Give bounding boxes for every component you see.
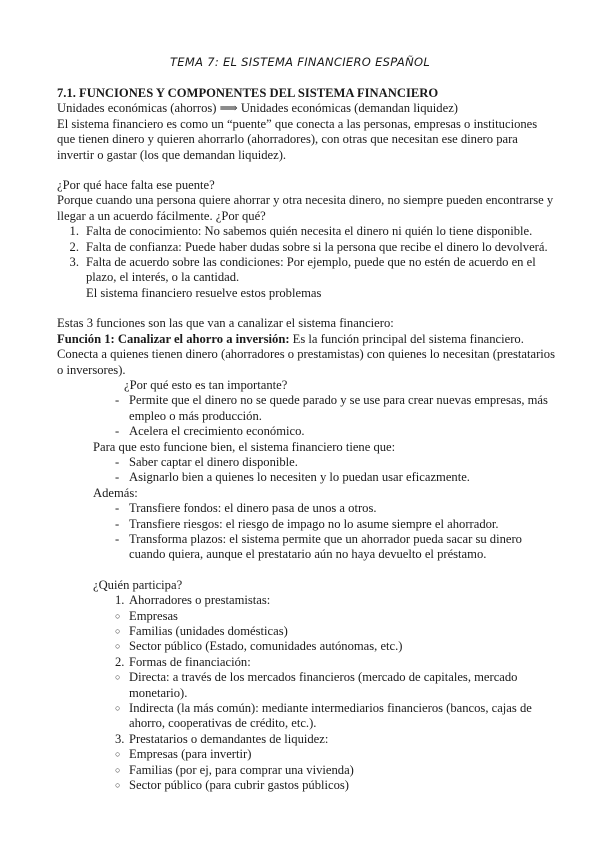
- why-question: ¿Por qué hace falta ese puente?: [57, 178, 215, 193]
- list-item: ○ Familias (unidades domésticas): [115, 624, 288, 638]
- section-heading: 7.1. FUNCIONES Y COMPONENTES DEL SISTEMA FINANCIERO: [57, 86, 439, 100]
- conclusion-text: El sistema financiero resuelve estos problemas: [86, 285, 322, 300]
- function-1-label: Función 1: Canalizar el ahorro a inversión:: [57, 331, 290, 346]
- list-item: - Permite que el dinero no se quede parado y se use para crear nuevas empresas, más empleo o más producción.: [115, 393, 548, 423]
- page-title: TEMA 7: EL SISTEMA FINANCIERO ESPAÑOL: [169, 55, 431, 69]
- problems-list: [57, 224, 557, 286]
- list-item: ○ Empresas (para invertir): [115, 747, 252, 762]
- list-item: ○ Empresas: [115, 608, 178, 623]
- list-item: - Transfiere fondos: el dinero pasa de unos a otros.: [115, 501, 377, 516]
- importance-question: ¿Por qué esto es tan importante?: [124, 377, 288, 392]
- functions-intro: Estas 3 funciones son las que van a canalizar el sistema financiero:: [57, 316, 394, 331]
- function-1-text: Es la función principal del sistema financiero. Conecta a quienes tienen dinero (ahorradores o prestamistas) con quienes lo necesitan (prestatarios o inversores).: [57, 331, 555, 377]
- participants-question: ¿Quién participa?: [93, 577, 183, 592]
- list-item: - Acelera el crecimiento económico.: [115, 424, 305, 439]
- list-item: - Transforma plazos: el sistema permite que un ahorrador pueda sacar su dinero cuando quiera, aunque el prestatario aún no haya devuelto el préstamo.: [115, 531, 522, 562]
- intro-paragraph: El sistema financiero es como un “puente” que conecta a las personas, empresas o instituciones que tienen dinero y quieren ahorrarlo (ahorradores), con otras que necesitan ese dinero para invertir o gastar (los que demandan liquidez).: [57, 116, 538, 162]
- list-item: ○ Sector público (para cubrir gastos públicos): [115, 778, 349, 793]
- document-body: [57, 86, 557, 793]
- list-item: ○ Sector público (Estado, comunidades autónomas, etc.): [115, 639, 403, 654]
- list-item: ○ Indirecta (la más común): mediante intermediarios financieros (bancos, cajas de ahorro, cooperativas de crédito, etc.).: [115, 701, 532, 731]
- list-item: 1. Falta de conocimiento: No sabemos quién necesita el dinero ni quién lo tiene disponible.: [69, 224, 533, 239]
- why-text: Porque cuando una persona quiere ahorrar y otra necesita dinero, no siempre pueden encontrarse y llegar a un acuerdo fácilmente. ¿Por qué?: [57, 193, 554, 223]
- list-item: 2. Falta de confianza: Puede haber dudas sobre si la persona que recibe el dinero lo devolverá.: [69, 239, 548, 254]
- group-heading: 3. Prestatarios o demandantes de liquidez:: [115, 731, 329, 746]
- list-item: ○ Directa: a través de los mercados financieros (mercado de capitales, mercado monetario).: [115, 670, 518, 700]
- group-heading: 2. Formas de financiación:: [115, 654, 251, 669]
- list-item: 3. Falta de acuerdo sobre las condiciones: Por ejemplo, puede que no estén de acuerdo en el plazo, el interés, o la cantidad.: [69, 255, 536, 285]
- list-item: ○ Familias (por ej, para comprar una vivienda): [115, 762, 354, 777]
- group-heading: 1. Ahorradores o prestamistas:: [115, 593, 271, 608]
- list-item: - Saber captar el dinero disponible.: [115, 454, 298, 469]
- list-item: - Transfiere riesgos: el riesgo de impago no lo asume siempre el ahorrador.: [115, 516, 499, 531]
- needs-intro: Para que esto funcione bien, el sistema financiero tiene que:: [93, 439, 396, 454]
- besides-label: Además:: [93, 485, 138, 500]
- economic-units-line: Unidades económicas (ahorros) ⟹ Unidades económicas (demandan liquidez): [57, 101, 458, 116]
- list-item: - Asignarlo bien a quienes lo necesiten y lo puedan usar eficazmente.: [115, 470, 470, 485]
- function-1-paragraph: [57, 332, 557, 378]
